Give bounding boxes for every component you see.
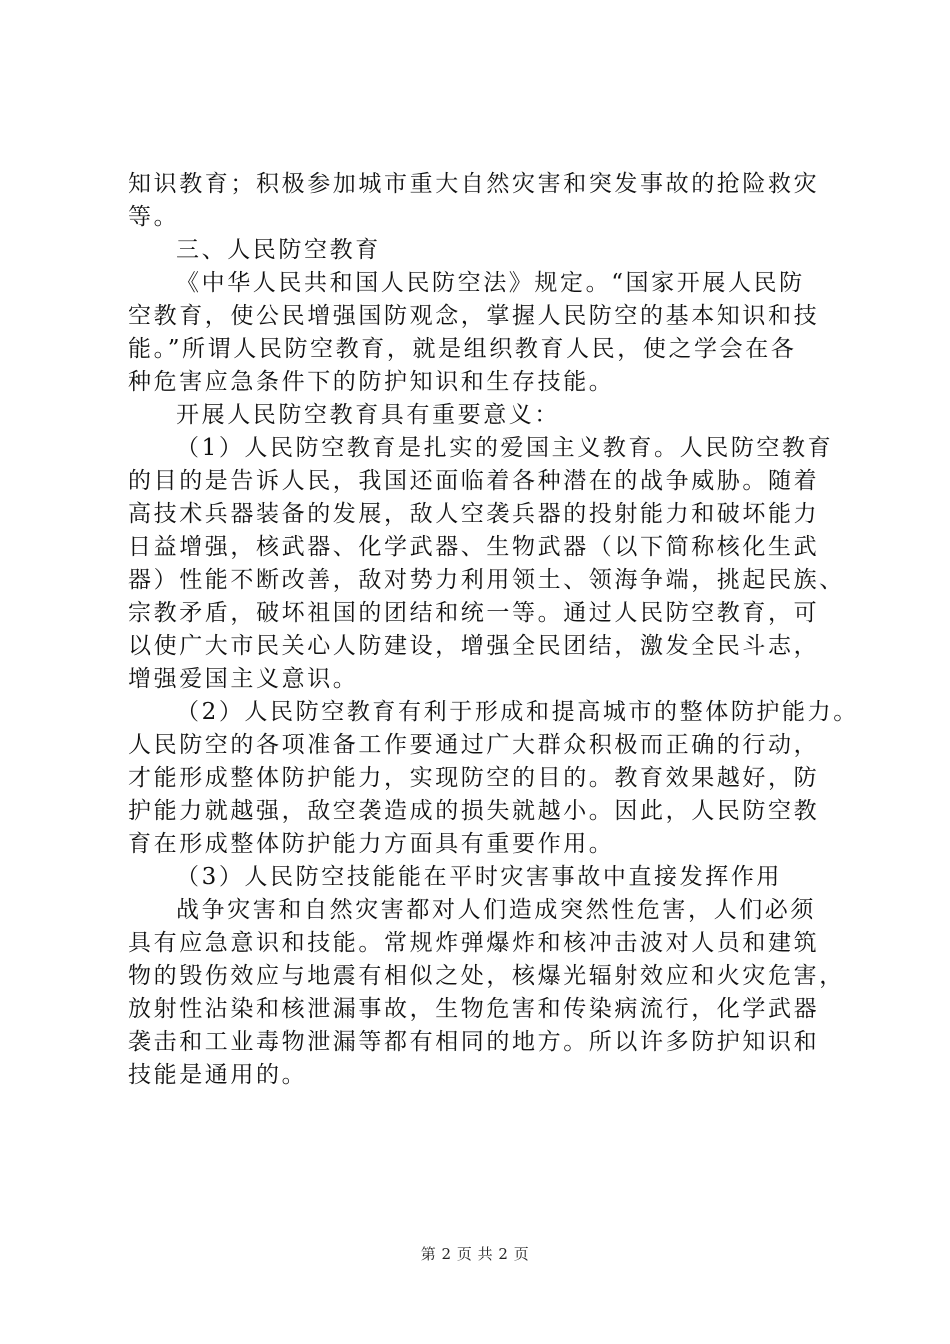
text-line: 放射性沾染和核泄漏事故，生物危害和传染病流行，化学武器: [128, 996, 820, 1022]
text-line: 具有应急意识和技能。常规炸弹爆炸和核冲击波对人员和建筑: [128, 930, 820, 956]
text-line: 以使广大市民关心人防建设，增强全民团结，激发全民斗志，: [128, 633, 820, 659]
text-line: 战争灾害和自然灾害都对人们造成突然性危害，人们必须: [176, 897, 816, 923]
text-line: 开展人民防空教育具有重要意义：: [176, 402, 560, 428]
text-line: 器）性能不断改善，敌对势力利用领土、领海争端，挑起民族、: [128, 567, 845, 593]
section-heading: 三、人民防空教育: [176, 237, 381, 263]
text-line: 种危害应急条件下的防护知识和生存技能。: [128, 369, 615, 395]
text-line: 能。”所谓人民防空教育，就是组织教育人民，使之学会在各: [128, 336, 797, 362]
text-line: 等。: [128, 204, 180, 230]
text-line: 知识教育；积极参加城市重大自然灾害和突发事故的抢险救灾: [128, 171, 820, 197]
text-line: （1）人民防空教育是扎实的爱国主义教育。人民防空教育: [176, 435, 834, 461]
text-line: 宗教矛盾，破坏祖国的团结和统一等。通过人民防空教育，可: [128, 600, 820, 626]
text-line: 才能形成整体防护能力，实现防空的目的。教育效果越好，防: [128, 765, 820, 791]
text-line: 人民防空的各项准备工作要通过广大群众积极而正确的行动，: [128, 732, 820, 758]
text-line: （3）人民防空技能能在平时灾害事故中直接发挥作用: [176, 864, 783, 890]
text-line: 日益增强，核武器、化学武器、生物武器（以下简称核化生武: [128, 534, 820, 560]
page-number-footer: 第 2 页 共 2 页: [420, 1245, 530, 1263]
text-line: 护能力就越强，敌空袭造成的损失就越小。因此，人民防空教: [128, 798, 820, 824]
text-line: 增强爱国主义意识。: [128, 666, 359, 692]
text-line: 高技术兵器装备的发展，敌人空袭兵器的投射能力和破坏能力: [128, 501, 820, 527]
text-line: 物的毁伤效应与地震有相似之处，核爆光辐射效应和火灾危害，: [128, 963, 845, 989]
text-line: （2）人民防空教育有利于形成和提高城市的整体防护能力。: [176, 699, 859, 725]
text-line: 《中华人民共和国人民防空法》规定。“国家开展人民防: [176, 270, 805, 296]
text-line: 的目的是告诉人民，我国还面临着各种潜在的战争威胁。随着: [128, 468, 820, 494]
text-line: 育在形成整体防护能力方面具有重要作用。: [128, 831, 615, 857]
text-line: 袭击和工业毒物泄漏等都有相同的地方。所以许多防护知识和: [128, 1029, 820, 1055]
text-line: 技能是通用的。: [128, 1062, 308, 1088]
text-line: 空教育，使公民增强国防观念，掌握人民防空的基本知识和技: [128, 303, 820, 329]
